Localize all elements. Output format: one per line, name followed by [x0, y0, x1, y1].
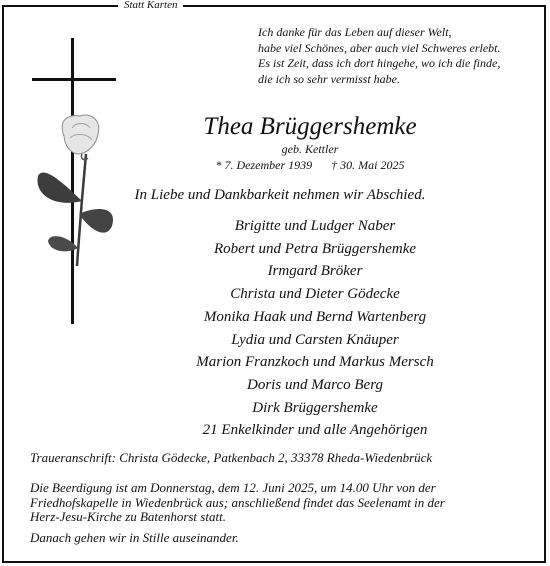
mourner-line: Irmgard Bröker [267, 263, 363, 280]
mourner-line: Monika Haak und Bernd Wartenberg [203, 308, 427, 325]
poem-line: Ich danke für das Leben auf dieser Welt, [258, 25, 452, 39]
cross-horizontal-bar [32, 78, 116, 81]
mourner-line: Marion Franzkoch und Markus Mersch [196, 354, 434, 371]
poem [258, 25, 500, 87]
mourner-line: Dirk Brüggershemke [252, 399, 378, 416]
funeral-line: Die Beerdigung ist am Donnerstag, dem 12. Juni 2025, um 14.00 Uhr von der [30, 480, 436, 495]
death-date: † 30. Mai 2025 [331, 158, 405, 172]
poem-line: Es ist Zeit, dass ich dort hingehe, wo ich die finde, [258, 56, 501, 70]
poem-line: die ich so sehr vermisst habe. [258, 71, 400, 86]
funeral-line: Herz-Jesu-Kirche zu Batenhorst statt. [30, 509, 226, 524]
farewell-text: In Liebe und Dankbarkeit nehmen wir Abschied. [134, 187, 426, 203]
rose-stem [77, 154, 86, 266]
mourner-line: Doris und Marco Berg [247, 376, 383, 393]
mourners-list [100, 215, 530, 442]
funeral-info [30, 481, 530, 525]
deceased-name: Thea Brüggershemke [203, 113, 417, 140]
mourner-line: Brigitte und Ludger Naber [234, 218, 396, 234]
birth-date: * 7. Dezember 1939 [215, 158, 313, 172]
life-dates [110, 158, 510, 173]
funeral-line: Friedhofskapelle in Wiedenbrück aus; anschließend findet das Seelenamt in der [30, 494, 445, 510]
header-label: Statt Karten [118, 0, 183, 11]
mourning-address: Traueranschrift: Christa Gödecke, Patkenbach 2, 33378 Rheda-Wiedenbrück [30, 450, 433, 465]
mourner-line: 21 Enkelkinder und alle Angehörigen [202, 422, 428, 439]
maiden-name: geb. Kettler [281, 142, 339, 156]
mourner-line: Robert und Petra Brüggershemke [213, 240, 417, 257]
mourner-line: Christa und Dieter Gödecke [230, 286, 400, 303]
rose-leaf-left [37, 173, 82, 203]
closing-text: Danach gehen wir in Stille auseinander. [30, 530, 239, 545]
poem-line: habe viel Schönes, aber auch viel Schweres erlebt. [258, 40, 501, 55]
mourner-line: Lydia und Carsten Knäuper [231, 331, 399, 348]
